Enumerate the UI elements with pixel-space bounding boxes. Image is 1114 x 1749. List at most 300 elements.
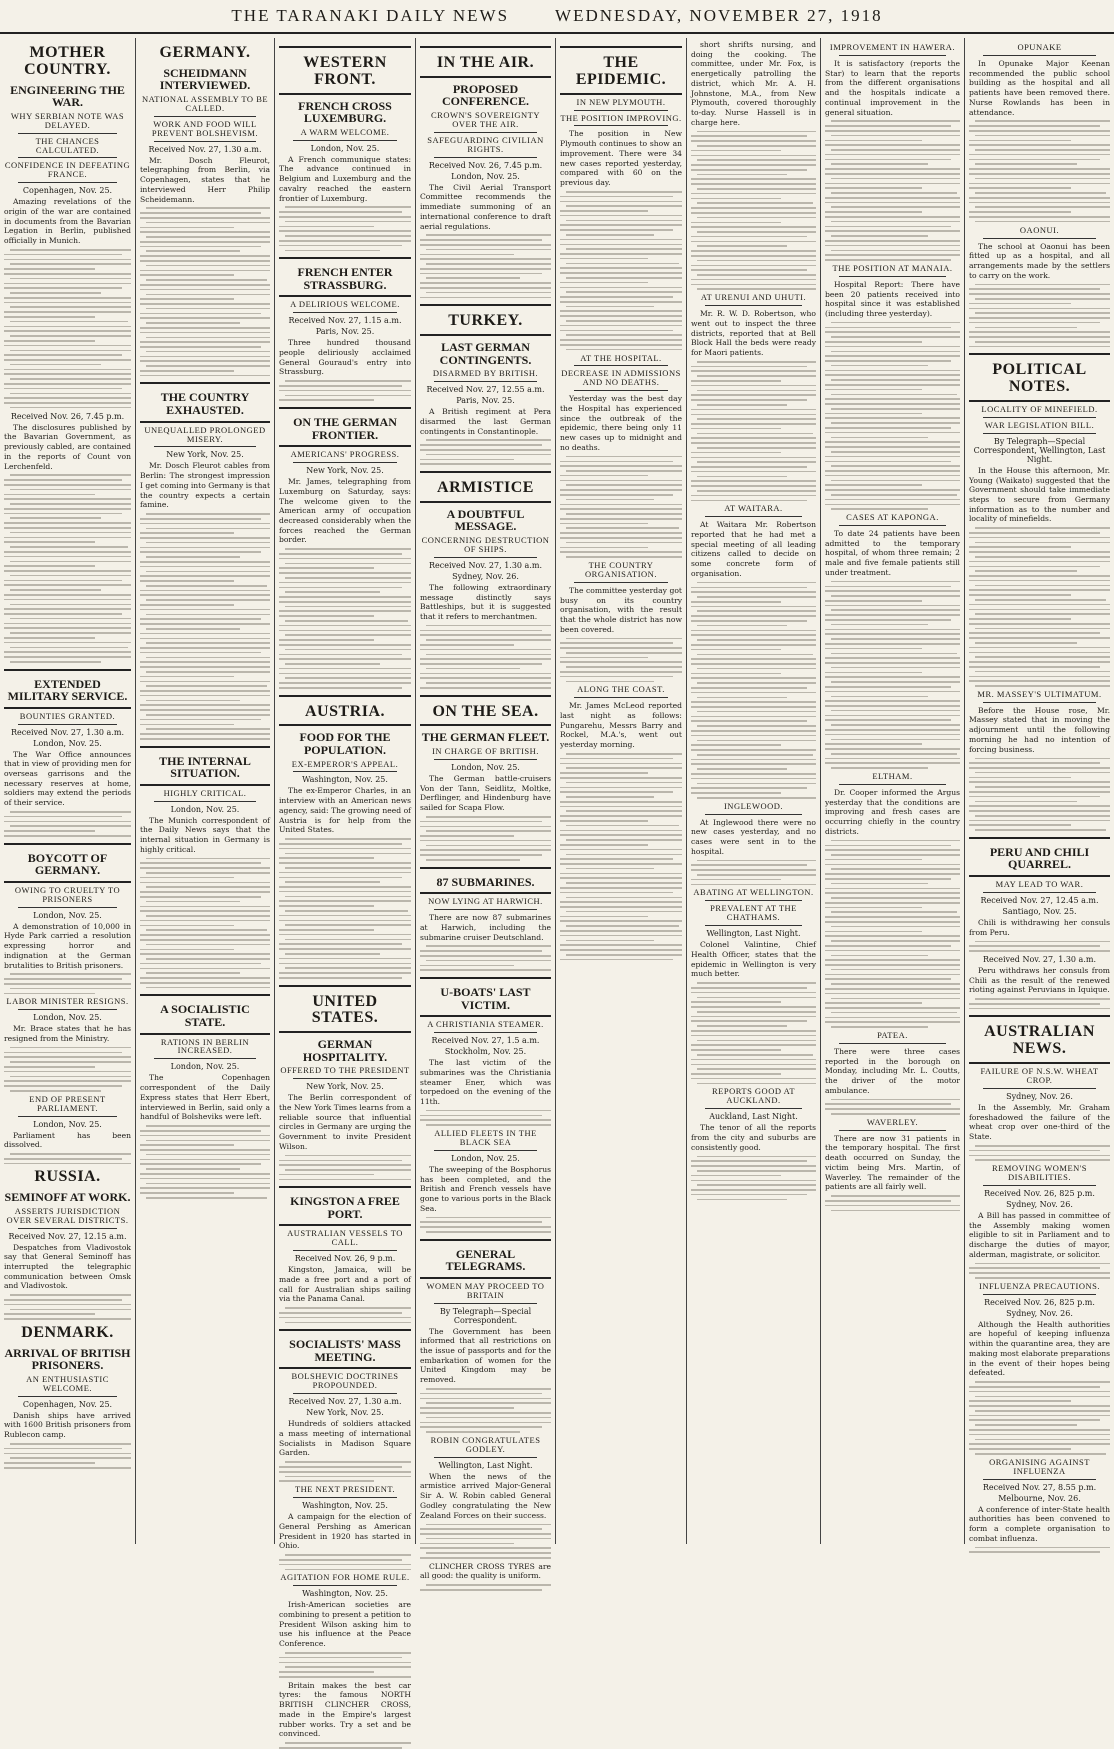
article-body (969, 1505, 1110, 1553)
dateline: Received Nov. 27, 1.30 a.m. (11, 727, 124, 737)
subheading: ORGANISING AGAINST INFLUENZA (989, 1456, 1090, 1476)
article-body (969, 242, 1110, 348)
divider (293, 462, 397, 463)
article-continuation (4, 973, 131, 994)
article-body (691, 520, 816, 798)
subheading: END OF PRESENT PARLIAMENT. (29, 1093, 106, 1113)
article-continuation (691, 131, 816, 290)
dateline: Sydney, Nov. 26. (1006, 1199, 1073, 1209)
column-3 (274, 38, 415, 1739)
dateline: London, Nov. 25. (33, 1119, 102, 1129)
article-body (969, 966, 1110, 1010)
article-continuation (969, 1381, 1110, 1454)
divider (574, 697, 668, 698)
divider (574, 125, 668, 126)
headline: U-BOATS' LAST VICTIM. (440, 984, 531, 1012)
divider (293, 1250, 397, 1251)
subheading: BOLSHEVIC DOCTRINES PROPOUNDED. (291, 1371, 399, 1391)
subheading: ABATING AT WELLINGTON. (693, 887, 814, 898)
dateline: Wellington, Last Night. (438, 1460, 533, 1470)
subheading: BOUNTIES GRANTED. (19, 710, 116, 721)
article-text: Mr. James McLeod reported last night as follows: Pungarehu, Messrs Barry and Rockel, M.A.'s, went out yesterday morning. (560, 701, 682, 750)
dateline: Melbourne, Nov. 26. (998, 1493, 1081, 1503)
divider (18, 724, 117, 725)
newspaper-title: THE TARANAKI DAILY NEWS (231, 6, 510, 25)
dateline: Wellington, Last Night. (706, 929, 801, 939)
article-text: The school at Oaonui has been fitted up as a hospital, and all arrangements made by the settlers to carry on the work. (969, 241, 1110, 280)
article-continuation (825, 1195, 960, 1211)
dateline: Auckland, Last Night. (709, 1112, 798, 1122)
subheading: AT THE HOSPITAL. (580, 352, 662, 363)
subheading: REMOVING WOMEN'S DISABILITIES. (991, 1163, 1088, 1182)
article-continuation (969, 1145, 1110, 1161)
article-text: Yesterday was the best day the Hospital has experienced since the outbreak of the epidemic, there being only 11 new cases up to midnight and no deaths. (560, 394, 682, 452)
article-body (4, 1131, 131, 1165)
article-body (420, 1165, 551, 1233)
dateline: Received Nov. 27, 12.15 a.m. (8, 1231, 127, 1241)
article-text: The tenor of all the reports from the city and suburbs are consistently good. (691, 1123, 816, 1152)
divider (983, 702, 1096, 703)
article-body (4, 922, 131, 995)
column-8 (964, 38, 1114, 1544)
article-text: The last victim of the submarines was the Christiania steamer Ener, which was torpedoed on the evening of the 11th. (420, 1058, 551, 1106)
article-text: In the House this afternoon, Mr. Young (Waikato) suggested that the Government should take immediate steps to secure from Germany information as to the number and locality of minefields. (969, 465, 1110, 524)
article-continuation (560, 456, 682, 558)
dateline: New York, Nov. 25. (306, 466, 384, 476)
article-continuation (279, 1652, 411, 1678)
dateline: Washington, Nov. 25. (302, 1589, 388, 1599)
divider (293, 1497, 397, 1498)
article-continuation (969, 120, 1110, 222)
article-body (825, 529, 960, 769)
article-continuation (691, 982, 816, 1084)
headline: SOCIALISTS' MASS MEETING. (289, 1337, 401, 1364)
article-body (825, 59, 960, 261)
subheading: AT URENUI AND UHUTI. (700, 292, 807, 303)
divider (18, 907, 117, 908)
article-body (4, 1243, 131, 1320)
subheading: AMERICANS' PROGRESS. (290, 449, 400, 460)
article-text: The Civil Aerial Transport Committee recommends the immediate summoning of an international conference to draft aerial regulations. (420, 182, 551, 231)
article-text: Mr. James, telegraphing from Luxemburg on Saturday, says: The welcome given to the American army of occupation decreased considerably when the forces reached the German border. (279, 477, 411, 545)
column-4 (415, 38, 555, 1581)
subheading: THE POSITION IMPROVING. (560, 112, 682, 123)
headline: LAST GERMAN CONTINGENTS. (439, 340, 532, 367)
subheading: CASES AT KAPONGA. (846, 512, 939, 523)
article-continuation (420, 1584, 551, 1590)
divider (705, 305, 802, 306)
article-text: Despatches from Vladivostok say that General Seminoff has interrupted the telegraphic communication between Omsk and Vladivostok. (4, 1242, 131, 1291)
article-continuation (279, 838, 411, 978)
headline: ARRIVAL OF BRITISH PRISONERS. (4, 1345, 131, 1373)
article-text: The ex-Emperor Charles, in an interview with an American news agency, said: The growing need of Austria is for help from the United States. (279, 786, 411, 835)
article-text: In Opunake Major Keenan recommended the public school building as the hospital and all patients have been removed there. Nurse Rowlands has been in attendance. (969, 58, 1110, 117)
article-text: The Government has been informed that all restrictions on the issue of passports and for the embarkation of women for the United Kingdom may be removed. (420, 1326, 551, 1385)
article-body (420, 1058, 551, 1126)
dateline: Sydney, Nov. 26. (1006, 1091, 1073, 1101)
article-continuation (825, 1099, 960, 1115)
section-heading: DENMARK. (21, 1323, 114, 1341)
column-6 (686, 38, 820, 1544)
article-continuation (279, 1155, 411, 1181)
article-body (4, 1024, 131, 1091)
divider (983, 417, 1096, 418)
subheading: LOCALITY OF MINEFIELD. (981, 403, 1098, 414)
article-text: The committee yesterday got busy on its country organisation, with the result that the whole district has now been covered. (560, 585, 682, 634)
article-body (420, 583, 551, 689)
dateline: Received Nov. 27, 1.5 a.m. (431, 1036, 540, 1046)
section-heading: ON THE SEA. (432, 702, 539, 720)
article-continuation (969, 1263, 1110, 1279)
article-continuation (140, 513, 270, 739)
divider (154, 116, 256, 117)
dateline: Received Nov. 27, 8.55 p.m. (982, 1482, 1097, 1492)
article-continuation (560, 191, 682, 350)
dateline: Received Nov. 26, 7.45 p.m. (10, 411, 125, 421)
article-text: Hundreds of soldiers attacked a mass meeting of international Socialists in Madison Square Garden. (279, 1419, 411, 1458)
article-body (279, 155, 411, 251)
dateline: Received Nov. 27, 1.30 a.m. (148, 144, 262, 154)
subheading: A DELIRIOUS WELCOME. (290, 299, 400, 310)
article-body (691, 818, 816, 886)
divider (293, 1078, 397, 1079)
article-text: The following extraordinary message distinctly says Battleships, but it is suggested that it refers to merchantmen. (420, 582, 551, 621)
dateline: London, Nov. 25. (33, 738, 102, 748)
article-continuation (969, 941, 1110, 952)
headline: SCHEIDMANN INTERVIEWED. (159, 65, 251, 93)
article-continuation (969, 998, 1110, 1009)
article-text: The Copenhagen correspondent of the Daily Express states that Herr Ebert, interviewed in Berlin, said only a handful of Bolsheviks were left. (140, 1073, 270, 1122)
article-continuation (4, 474, 131, 662)
subheading: SAFEGUARDING CIVILIAN RIGHTS. (427, 134, 544, 154)
article-continuation (279, 206, 411, 251)
dateline: London, Nov. 25. (33, 910, 102, 920)
article-continuation (691, 582, 816, 799)
article-text: Kingston, Jamaica, will be made a free port and a port of call for Australian ships sailing via the Panama Canal. (279, 1265, 411, 1304)
dateline: New York, Nov. 25. (306, 1082, 384, 1092)
subheading: CONFIDENCE IN DEFEATING FRANCE. (4, 160, 131, 180)
article-continuation (140, 1125, 270, 1198)
subheading: PATEA. (877, 1030, 908, 1040)
divider (705, 1108, 802, 1109)
article-text: The sweeping of the Bosphorus has been completed, and the British and French vessels have gone to various ports in the Black Sea. (420, 1164, 551, 1213)
subheading: WOMEN MAY PROCEED TO BRITAIN (426, 1280, 545, 1300)
article-body (560, 394, 682, 558)
section-heading: AUSTRALIAN NEWS. (984, 1023, 1095, 1058)
subheading: OWING TO CRUELTY TO PRISONERS (14, 884, 121, 904)
subheading: ALONG THE COAST. (577, 684, 665, 695)
divider (293, 771, 397, 772)
divider (293, 312, 397, 313)
article-body (4, 423, 131, 663)
divider (434, 157, 537, 158)
article-text: At Waitara Mr. Robertson reported that he had met a special meeting of all leading citizens called to decide on some concrete form of organisation. (691, 520, 816, 578)
subheading: ALLIED FLEETS IN THE BLACK SEA (434, 1127, 537, 1147)
dateline: Stockholm, Nov. 25. (444, 1047, 527, 1057)
article-continuation (420, 945, 551, 971)
article-text: The German battle-cruisers Von der Tann, Seidlitz, Moltke, Derflinger, and Hindenburg have sailed for Scapa Flow. (420, 773, 551, 813)
subheading: AN ENTHUSIASTIC WELCOME. (26, 1373, 109, 1393)
article-text: Dr. Cooper informed the Argus yesterday that the conditions are improving and fresh cases are occurring chiefly in the country districts. (825, 787, 960, 836)
divider (18, 182, 117, 183)
article-continuation (140, 207, 270, 376)
subheading: AGITATION FOR HOME RULE. (280, 1572, 410, 1583)
article-body (969, 706, 1110, 831)
divider (154, 801, 256, 802)
article-text: Irish-American societies are combining to present a petition to President Wilson asking him to use his influence at the Peace Conference. (279, 1600, 411, 1649)
article-continuation (825, 322, 960, 510)
divider (705, 925, 802, 926)
article-continuation (4, 249, 131, 408)
divider (434, 1032, 537, 1033)
divider (574, 582, 668, 583)
article-text: The Munich correspondent of the Daily News says that the internal situation in Germany is highly critical. (140, 815, 270, 854)
article-body (279, 338, 411, 401)
article-text: When the news of the armistice arrived Major-General Sir A. W. Robin cabled General Godley congratulating the New Zealand Forces on their success. (420, 1471, 551, 1520)
headline: ON THE GERMAN FRONTIER. (293, 415, 397, 442)
headline: PROPOSED CONFERENCE. (441, 81, 529, 109)
article-continuation (420, 1524, 551, 1559)
subheading: CONCERNING DESTRUCTION OF SHIPS. (421, 534, 550, 554)
dateline: Received Nov. 26, 825 p.m. (984, 1297, 1095, 1307)
article-continuation (4, 1153, 131, 1164)
article-body (420, 183, 551, 299)
article-continuation (279, 1307, 411, 1323)
subheading: ASSERTS JURISDICTION OVER SEVERAL DISTRICTS. (6, 1205, 129, 1225)
divider (705, 900, 802, 901)
dateline: New York, Nov. 25. (306, 1408, 384, 1418)
section-heading: GERMANY. (159, 44, 251, 61)
article-body (969, 59, 1110, 223)
article-text: Peru withdraws her consuls from Chili as the result of the renewed rioting against Peruvians in Iquique. (969, 965, 1110, 995)
divider (983, 238, 1096, 239)
divider (983, 1294, 1096, 1295)
article-text: A demonstration of 10,000 in Hyde Park carried a resolution expressing horror and indignation at the German brutalities to British prisoners. (4, 921, 131, 970)
dateline: Paris, Nov. 25. (456, 396, 515, 406)
article-text: In the Assembly, Mr. Graham foreshadowed the failure of the wheat crop over one-third of the State. (969, 1102, 1110, 1142)
article-text: There were three cases reported in the borough on Monday, including Mr. L. Coutts, the driver of the motor ambulance. (825, 1046, 960, 1095)
divider (574, 365, 668, 366)
article-continuation (4, 1443, 131, 1469)
article-continuation (420, 625, 551, 689)
issue-date: WEDNESDAY, NOVEMBER 27, 1918 (555, 6, 883, 25)
dateline: Santiago, Nov. 25. (1002, 906, 1077, 916)
article-text: Britain makes the best car tyres: the famous NORTH BRITISH CLINCHER CROSS, made in the Empire's largest rubber works. Try a set and be convinced. (279, 1680, 411, 1739)
subheading: FAILURE OF N.S.W. WHEAT CROP. (980, 1066, 1099, 1085)
dateline: London, Nov. 25. (170, 804, 240, 814)
subheading: WHY SERBIAN NOTE WAS DELAYED. (10, 110, 125, 130)
subheading: UNEQUALLED PROLONGED MISERY. (144, 424, 266, 444)
article-body (140, 816, 270, 989)
article-continuation (420, 1110, 551, 1126)
article-continuation (420, 1388, 551, 1433)
subheading: IMPROVEMENT IN HAWERA. (829, 42, 956, 52)
divider (983, 55, 1096, 56)
dateline: London, Nov. 25. (170, 1062, 240, 1072)
divider (839, 1043, 946, 1044)
article-body (140, 461, 270, 739)
divider (18, 157, 117, 158)
divider (434, 909, 537, 910)
dateline: London, Nov. 25. (451, 762, 520, 772)
subheading: PREVALENT AT THE CHATHAMS. (710, 903, 797, 923)
article-body (279, 477, 411, 688)
article-continuation (969, 1547, 1110, 1553)
dateline: Washington, Nov. 25. (302, 775, 388, 785)
article-body (825, 1134, 960, 1211)
section-heading: WESTERN FRONT. (303, 54, 387, 88)
subheading: MAY LEAD TO WAR. (995, 879, 1084, 890)
article-continuation (279, 1554, 411, 1570)
article-text: Mr. Dosch Fleurot, telegraphing from Berlin, via Copenhagen, states that he interviewed Herr Philip Scheidemann. (140, 155, 270, 204)
article-continuation (279, 548, 411, 688)
subheading: WAVERLEY. (866, 1116, 919, 1127)
dateline: Received Nov. 27, 12.45 a.m. (980, 895, 1099, 905)
divider (154, 141, 256, 142)
dateline: Received Nov. 26, 7.45 p.m. (428, 160, 543, 170)
section-heading: RUSSIA. (34, 1168, 101, 1186)
divider (839, 784, 946, 785)
dateline: Washington, Nov. 25. (302, 1501, 388, 1511)
article-body (140, 156, 270, 377)
subheading: HIGHLY CRITICAL. (163, 787, 247, 798)
article-text: There are now 87 submarines at Harwich, including the submarine cruiser Deutschland. (420, 913, 551, 942)
article-body (420, 1472, 551, 1559)
subheading: THE COUNTRY ORGANISATION. (585, 559, 657, 579)
divider (434, 557, 537, 558)
article-text: The disclosures published by the Bavarian Government, as previously cabled, are contained in the reports of Count von Lerchenfeld. (4, 422, 131, 471)
newspaper-page (0, 36, 1114, 1739)
headline: BOYCOTT OF GERMANY. (27, 850, 108, 878)
article-body (279, 786, 411, 978)
dateline: London, Nov. 25. (310, 143, 380, 153)
subheading: NOW LYING AT HARWICH. (428, 896, 543, 907)
divider (983, 433, 1096, 434)
divider (434, 1150, 537, 1151)
article-text: short shrifts nursing, and doing the cooking. The committee, under Mr. Fox, is energetically patrolling the district, which Mr. A. H. Johnstone, M.A., from New Plymouth, covered thoroughly to-day. Nurse Hassell is in charge here. (691, 40, 816, 127)
section-heading: UNITED STATES. (311, 992, 379, 1027)
dateline: Received Nov. 27, 12.55 a.m. (426, 385, 545, 395)
headline: SEMINOFF AT WORK. (4, 1190, 131, 1205)
dateline: Received Nov. 27, 1.30 a.m. (429, 560, 542, 570)
article-continuation (560, 753, 682, 960)
subheading: OPUNAKE (1017, 42, 1062, 52)
subheading: EX-EMPEROR'S APPEAL. (291, 758, 399, 769)
headline: KINGSTON A FREE PORT. (290, 1194, 400, 1221)
masthead (0, 0, 1114, 34)
subheading: THE CHANCES CALCULATED. (35, 135, 100, 155)
article-continuation (825, 120, 960, 260)
subheading: A WARM WELCOME. (300, 126, 390, 137)
article-text: CLINCHER CROSS TYRES are all good: the quality is uniform. (420, 1561, 551, 1581)
headline: EXTENDED MILITARY SERVICE. (7, 676, 128, 704)
dateline: By Telegraph—Special Correspondent, Wellington, Last Night. (973, 436, 1106, 464)
article-body (560, 129, 682, 350)
divider (434, 759, 537, 760)
article-continuation (4, 1294, 131, 1320)
article-body (825, 1047, 960, 1115)
article-text: The position in New Plymouth continues to show an improvement. There were 34 new cases reported yesterday, compared with 60 on the previous day. (560, 129, 682, 188)
dateline: London, Nov. 25. (451, 1153, 520, 1163)
article-text: Colonel Valintine, Chief Health Officer, states that the epidemic in Wellington is very much better. (691, 940, 816, 979)
subheading: REPORTS GOOD AT AUCKLAND. (711, 1086, 796, 1106)
section-heading: IN THE AIR. (436, 54, 535, 71)
section-heading: TURKEY. (448, 312, 523, 330)
subheading: THE NEXT PRESIDENT. (294, 1484, 396, 1495)
article-body (279, 1512, 411, 1570)
divider (154, 1058, 256, 1059)
divider (18, 1116, 117, 1117)
subheading: LABOR MINISTER RESIGNS. (6, 996, 129, 1007)
subheading: IN NEW PLYMOUTH. (576, 96, 666, 107)
article-body (560, 586, 682, 682)
article-body (691, 1123, 816, 1200)
section-heading: POLITICAL NOTES. (992, 361, 1087, 396)
divider (839, 55, 946, 56)
divider (434, 381, 537, 382)
article-body (969, 1103, 1110, 1161)
article-body (279, 1419, 411, 1482)
subheading: MR. MASSEY'S ULTIMATUM. (977, 688, 1102, 699)
subheading: WAR LEGISLATION BILL. (984, 419, 1095, 430)
article-text: Mr. Brace states that he has resigned from the Ministry. (4, 1024, 131, 1043)
article-text: Amazing revelations of the origin of the war are contained in documents from the Bavarian Legation in Berlin, published officially in Munich. (4, 197, 131, 246)
subheading: NATIONAL ASSEMBLY TO BE CALLED. (141, 93, 269, 113)
article-body (825, 788, 960, 1028)
article-body (4, 197, 131, 408)
headline: GENERAL TELEGRAMS. (445, 1246, 526, 1274)
subheading: ROBIN CONGRATULATES GODLEY. (430, 1434, 541, 1454)
subheading: INFLUENZA PRECAUTIONS. (978, 1280, 1101, 1291)
divider (293, 1393, 397, 1394)
column-5 (555, 38, 686, 1544)
article-body (279, 1600, 411, 1677)
article-body (420, 774, 551, 861)
article-body (691, 40, 816, 290)
headline: FRENCH ENTER STRASSBURG. (297, 265, 393, 292)
article-continuation (825, 840, 960, 1028)
article-text: Mr. R. W. D. Robertson, who went out to inspect the three districts, reported that at Bell Block Hall the beds were ready for Maori patients. (691, 309, 816, 358)
dateline: London, Nov. 25. (33, 1013, 102, 1023)
article-text: Hospital Report: There have been 20 patients received into hospital since it was established (including three yesterday). (825, 279, 960, 318)
article-body (4, 1411, 131, 1469)
divider (154, 446, 256, 447)
article-text: To date 24 patients have been admitted to the temporary hospital, of whom three remain; 2 male and five female patients still under treatment. (825, 529, 960, 577)
article-text: Three hundred thousand people deliriously acclaimed General Gouraud's entry into Strassburg. (279, 338, 411, 377)
dateline: Sydney, Nov. 26. (1006, 1308, 1073, 1318)
divider (983, 1088, 1096, 1089)
article-continuation (825, 581, 960, 769)
article-text: A French communique states: The advance continued in Belgium and Luxemburg and the cavalry reached the eastern frontier of Luxemburg. (279, 154, 411, 203)
article-continuation (4, 811, 131, 837)
article-body (4, 750, 131, 837)
article-continuation (969, 758, 1110, 831)
dateline: Received Nov. 26, 825 p.m. (984, 1188, 1095, 1198)
article-body (825, 280, 960, 510)
divider (18, 1396, 117, 1397)
headline: FOOD FOR THE POPULATION. (299, 730, 391, 757)
article-continuation (969, 284, 1110, 348)
article-body (420, 1327, 551, 1433)
article-continuation (691, 860, 816, 886)
article-body (560, 701, 682, 960)
dateline: New York, Nov. 25. (166, 450, 244, 460)
article-text: A campaign for the election of General Pershing as American President in 1920 has started in Ohio. (279, 1512, 411, 1551)
divider (705, 516, 802, 517)
article-body (969, 466, 1110, 687)
article-continuation (279, 1742, 411, 1748)
headline: FRENCH CROSS LUXEMBURG. (298, 98, 392, 126)
